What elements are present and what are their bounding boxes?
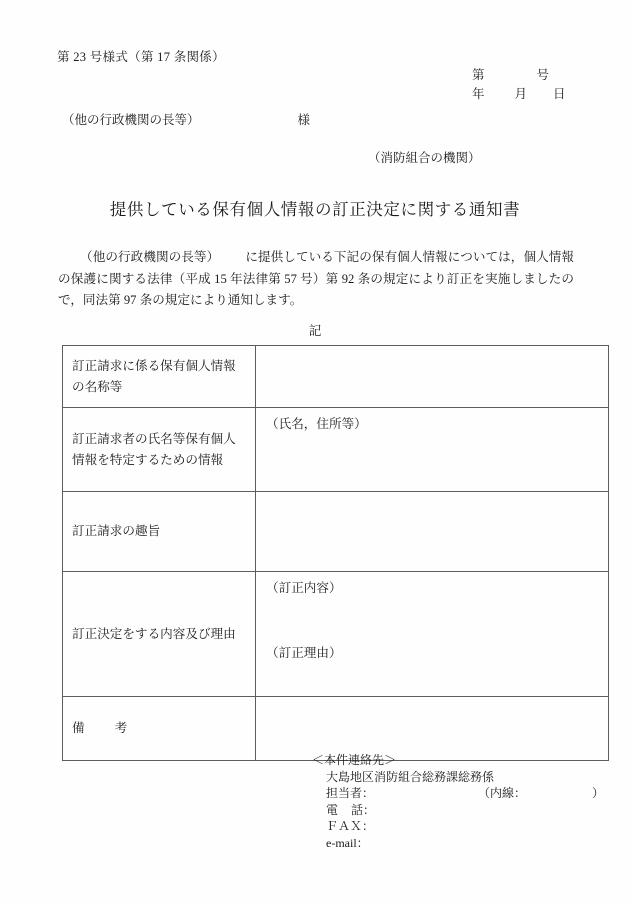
notification-table <box>62 345 609 761</box>
row-label-decision-content-reason: 訂正決定をする内容及び理由 <box>63 572 256 697</box>
document-number-row <box>472 66 566 85</box>
ki-mark: 記 <box>308 324 322 338</box>
contact-person-row <box>312 785 604 802</box>
contact-heading: ＜本件連絡先＞ <box>312 753 397 767</box>
row-value-remarks[interactable] <box>256 697 609 761</box>
table-row <box>63 346 609 408</box>
document-number-suffix: 号 <box>536 68 550 82</box>
row-value-requester-identity[interactable]: （氏名，住所等） <box>256 408 609 492</box>
contact-organization: 大島地区消防組合総務課総務係 <box>326 769 495 784</box>
contact-block <box>312 752 604 851</box>
document-date-row <box>472 85 566 104</box>
addressee-honorific: 様 <box>297 113 311 127</box>
document-number-block <box>472 66 566 104</box>
body-text: に提供している下記の保有個人情報については，個人情報の保護に関する法律（平成 15 年法律第 57 号）第 92 条の規定により訂正を実施しましたので，同法第 97 条の規定により通知します。 <box>58 250 575 307</box>
addressee-name: （他の行政機関の長等） <box>62 113 200 127</box>
row-label-information-name: 訂正請求に係る保有個人情報 の名称等 <box>63 346 256 408</box>
row-value-request-purpose[interactable] <box>256 492 609 572</box>
contact-extension-close: ） <box>592 786 605 800</box>
body-addressee-placeholder: （他の行政機関の長等） <box>80 250 220 264</box>
row-label-request-purpose: 訂正請求の趣旨 <box>63 492 256 572</box>
issuer-line: （消防組合の機関） <box>368 151 481 165</box>
table-row <box>63 697 609 761</box>
body-paragraph <box>58 247 574 312</box>
table-row <box>63 492 609 572</box>
contact-tel-label-2: 話： <box>351 802 376 817</box>
contact-tel-label: 電 <box>326 802 339 817</box>
date-day-label: 日 <box>553 87 566 101</box>
row-value-decision-content-reason[interactable]: （訂正内容） （訂正理由） <box>256 572 609 697</box>
contact-person-label: 担当者： <box>326 786 375 800</box>
document-number-label: 第 <box>472 68 485 82</box>
date-month-label: 月 <box>514 87 528 101</box>
row-value-information-name[interactable] <box>256 346 609 408</box>
addressee-line <box>62 110 310 128</box>
contact-extension-label: （内線： <box>478 786 527 800</box>
table-row <box>63 572 609 697</box>
table-row <box>63 408 609 492</box>
contact-email-label: e-mail： <box>326 835 369 850</box>
page-title: 提供している保有個人情報の訂正決定に関する通知書 <box>109 200 521 219</box>
form-number: 第 23 号様式（第 17 条関係） <box>57 50 225 64</box>
row-label-remarks: 備 考 <box>63 697 256 761</box>
contact-tel-row <box>312 802 604 819</box>
contact-fax-label: ＦＡＸ： <box>326 819 375 833</box>
row-label-requester-identity: 訂正請求者の氏名等保有個人 情報を特定するための情報 <box>63 408 256 492</box>
date-year-label: 年 <box>472 87 485 101</box>
